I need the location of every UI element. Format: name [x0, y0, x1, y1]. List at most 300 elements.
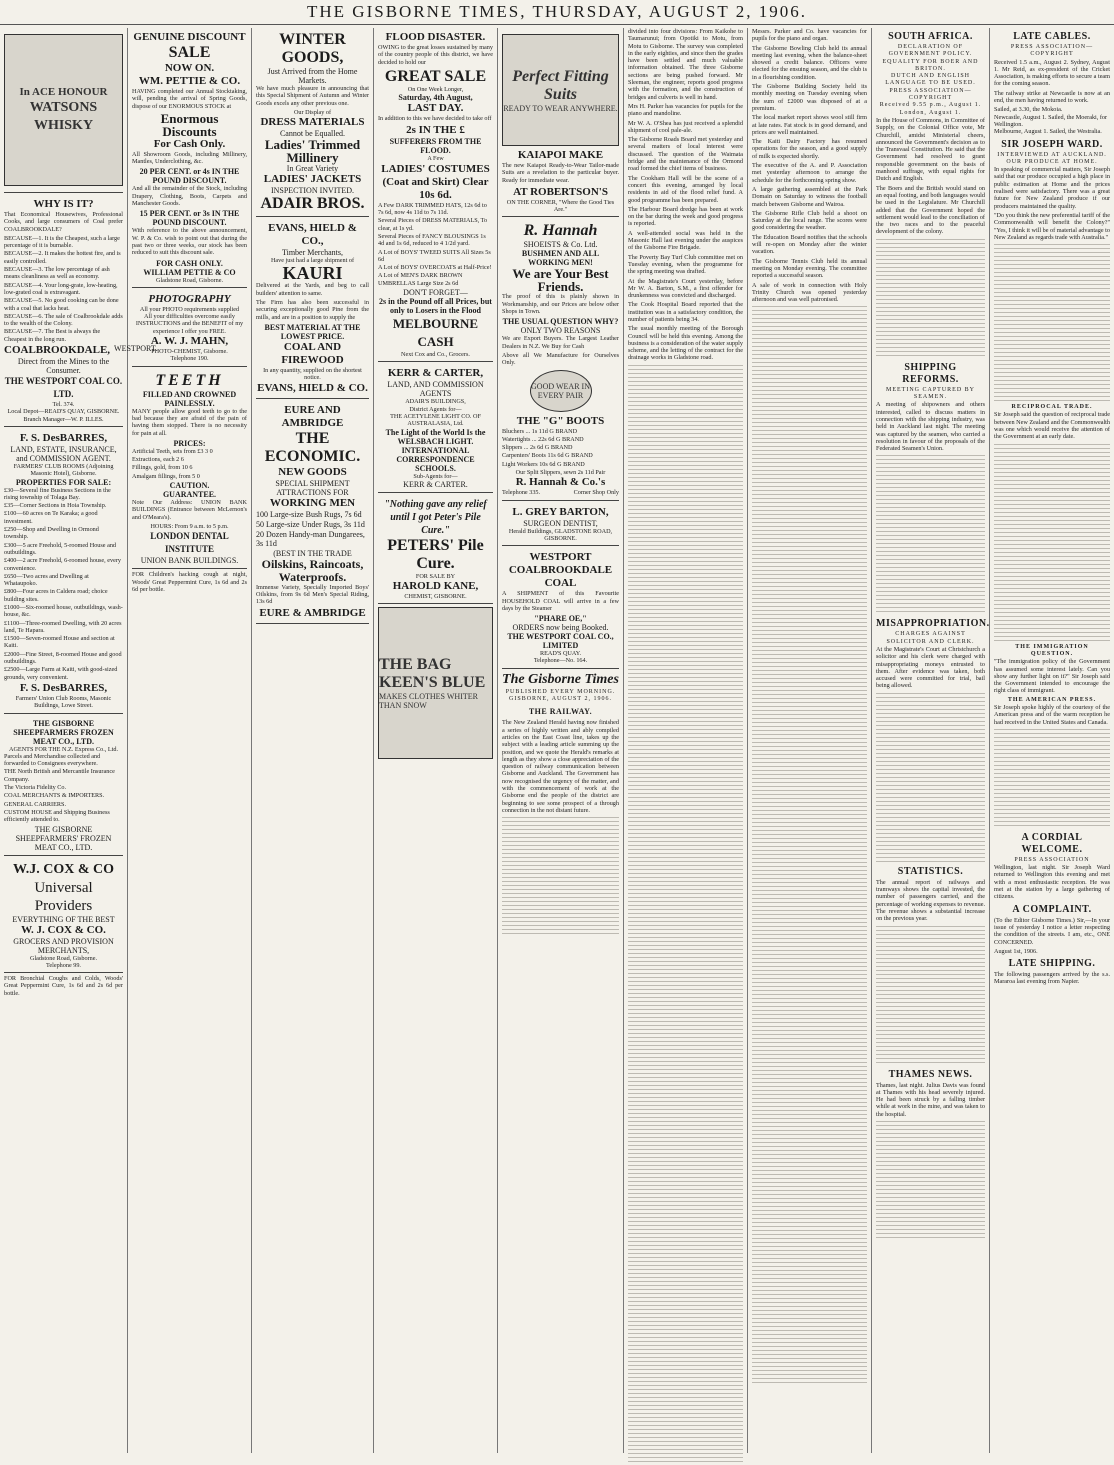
attractions: ATTRACTIONS FOR: [276, 487, 349, 497]
flood-sale-ad: [378, 28, 493, 362]
pettie-sale: SALE: [168, 44, 211, 61]
reasons: We are Export Buyers. The Largest Leather Dealers in N.Z. We Buy for Cash: [502, 335, 619, 350]
pettie-text: HAVING completed our Annual Stocktaking, will, pending the arrival of Spring Goods, dispose of our ENORMOUS STOCK at: [132, 88, 247, 110]
photo-line: All your difficulties overcome easily: [144, 313, 235, 321]
south-africa-heading: SOUTH AFRICA.: [888, 31, 973, 42]
property-item: £2500—Large Farm at Kaiti, with good-sized grounds, very convenient.: [4, 666, 118, 681]
statistics-heading: STATISTICS.: [897, 865, 964, 877]
text-continued: [752, 306, 867, 1386]
masthead: THE GISBORNE TIMES, THURSDAY, AUGUST 2, 1906.: [0, 0, 1114, 25]
rug-item: 50 Large-size Under Rugs, 3s 11d: [256, 519, 365, 529]
cables-heading: LATE CABLES.: [1013, 31, 1091, 42]
pettie-discount: 20 PER CENT. or 4s IN THE POUND DISCOUNT.: [139, 167, 240, 186]
hannah-boots-ad: [502, 219, 619, 500]
coal-reason: BECAUSE—5. No good cooking can be done with a coal that lacks heat.: [4, 297, 119, 312]
sheep-line: CUSTOM HOUSE and Shipping Business efficiently attended to.: [4, 808, 110, 824]
times-nameplate: The Gisborne Times: [502, 671, 619, 687]
sale-item: Several Pieces of DRESS MATERIALS, To clear, at 1s yd.: [378, 217, 488, 232]
sale-item: Several Pieces of FANCY BLOUSINGS 1s 4d and 1s 6d, reduced to 4 1/2d yard.: [378, 232, 486, 248]
pettie-stock: And all the remainder of the Stock, including Drapery, Clothing, Boots, Carpets and Manchester Goods.: [132, 185, 247, 208]
good-wear-text: GOOD WEAR IN EVERY PAIR: [531, 381, 590, 400]
text-continued: [502, 817, 619, 937]
watsons-whisky-ad: [4, 28, 123, 193]
column-4: [374, 28, 498, 1453]
sufferers: SUFFERERS FROM THE FLOOD.: [389, 137, 482, 156]
bushmen: BUSHMEN AND ALL WORKING MEN!: [521, 249, 600, 268]
photo-line: INSTRUCTIONS and the BENEFIT of my experience I offer you FREE.: [135, 320, 244, 335]
property-list: [4, 487, 123, 681]
fitting-sub: READY TO WEAR ANYWHERE.: [503, 103, 618, 113]
photo-line: All your PHOTO requirements supplied: [139, 305, 240, 313]
sheep-line: COAL MERCHANTS & IMPORTERS.: [4, 792, 105, 800]
whisky-banner: WATSONS WHISKY: [29, 99, 98, 133]
g-boot-item: Slippers ... 2s 6d G BRAND: [502, 444, 573, 452]
news-paragraph: The Harbour Board dredge has been at work on the bar during the week and good progress is reported.: [628, 205, 743, 228]
coalbrookdale-ad: [4, 195, 158, 427]
peters-quote: "Nothing gave any relief until I got Peter's Pile Cure.": [384, 498, 487, 536]
peters-chemist: CHEMIST, GISBORNE.: [404, 593, 467, 601]
agent-name: F. S. DesBARRES,: [19, 431, 108, 444]
kerr-name: KERR & CARTER,: [387, 367, 484, 380]
keens-blue-ad: [378, 607, 493, 759]
american-heading: THE AMERICAN PRESS.: [1007, 696, 1097, 703]
shipping-heading: SHIPPING REFORMS.: [902, 361, 959, 385]
agent-address: FARMERS' CLUB ROOMS (Adjoining Masonic Hotel), Gisborne.: [13, 462, 114, 478]
kerr-footer: KERR & CARTER.: [403, 479, 468, 489]
news-paragraph: The Gisborne Rifle Club held a shoot on Saturday at the local range. The scores were good considering the weather.: [752, 209, 867, 232]
agent-name-footer: F. S. DesBARRES,: [19, 681, 108, 694]
cox-trade: GROCERS AND PROVISION MERCHANTS,: [13, 936, 114, 955]
suits-illustration: [502, 34, 619, 146]
desbarres-ad: [4, 429, 123, 714]
eure-heading: EURE AND AMBRIDGE: [281, 403, 344, 429]
property-item: £30—Several fine Business Sections in the rising township of Tolaga Bay.: [4, 486, 111, 501]
hannah-sub: SHOEISTS & Co. Ltd.: [523, 240, 598, 250]
south-africa-sub: DECLARATION OF GOVERNMENT POLICY.: [888, 44, 973, 58]
sheepfarmers-ad: [4, 716, 123, 856]
news-paragraph: Mr W. A. O'Shea has just received a splendid shipment of cool pale-ale.: [628, 119, 743, 134]
costumes: LADIES' COSTUMES (Coat and Skirt) Clear 10s 6d.: [381, 162, 490, 201]
jackets: LADIES' JACKETS: [263, 173, 362, 186]
cox-name: W. J. COX & CO.: [21, 923, 106, 936]
dont-forget: DON'T FORGET—: [403, 288, 468, 298]
dont-forget-detail: 2s in the Pound off all Prices, but only to Losers in the Flood: [379, 297, 492, 316]
discount-body: In addition to this we have decided to take off: [378, 115, 492, 123]
kerr-sub: Sub-Agents for—: [413, 472, 458, 480]
one-week: On One Week Longer,: [407, 85, 464, 93]
railway-body: The New Zealand Herald having now finished a series of highly written and ably compiled articles on the East Coast line, takes up the subject with a leading article summing up the position, and we quote the Herald's remarks at length as they show a close appreciation of the question of railway communication between Gisborne and Auckland. The Government has now recognised the urgency of the matter, and with the commencement of work at the Gisborne end the people of the district are beginning to see some prospect of a through connection in the not distant future.: [502, 719, 619, 814]
kaiapoi-suits-ad: [502, 28, 619, 217]
complaint-body: (To the Editor Gisborne Times.) Sir,—In your issue of yesterday I notice a letter respecting the condition of the streets. I am, etc., ONE CONCERNED.: [994, 916, 1110, 946]
sailing-note: Sailed, at 3.30, the Mokoia.: [994, 106, 1063, 114]
g-boots-list: [502, 428, 619, 468]
reciprocal-heading: RECIPROCAL TRADE.: [1011, 404, 1093, 411]
keens-brand: THE BAG KEEN'S BLUE: [379, 656, 486, 692]
sheep-footer: THE GISBORNE SHEEPFARMERS' FROZEN MEAT CO., LTD.: [15, 824, 112, 852]
coal-reasons: [4, 235, 123, 343]
ward-sub: OUR PRODUCE AT HOME.: [1006, 158, 1098, 165]
news-paragraph: Mrs H. Parker has vacancies for pupils for the piano and mandoline.: [628, 102, 743, 118]
teeth-price: Extractions, each 2 6: [132, 456, 184, 464]
cox-tag: EVERYTHING OF THE BEST: [12, 914, 115, 924]
coal-depot: Local Depot—READ'S QUAY, GISBORNE.: [7, 408, 120, 416]
text-continued: [876, 239, 985, 359]
kerr-agency: THE ACETYLENE LIGHT CO. OF AUSTRALASIA, Ltd.: [390, 412, 481, 428]
property-heading: PROPERTIES FOR SALE:: [15, 477, 112, 487]
kerr-carter-ad: [378, 364, 493, 492]
reasons: Above all We Manufacture for Ourselves Only.: [502, 351, 619, 367]
hannah-address: Corner Shop Only: [573, 489, 619, 497]
coal-reason: BECAUSE—6. The sale of Coalbrookdale adds to the wealth of the Colony.: [4, 312, 123, 328]
winter-body: We have much pleasure in announcing that this Special Shipment of Autumn and Winter Goods excels any other previous one.: [256, 85, 369, 107]
shipping-body: A meeting of shipowners and others interested, called to discuss matters in connection with the shipping industry, was held in Auckland last night. The meeting was captured by the seamen, who carried a resolution in favour of the proposals of the Federated Seamen's Union.: [876, 401, 985, 453]
column-8: [872, 28, 990, 1453]
kauri-text: The Firm has also been successful in securing exceptionally good Pine from the mills, and are in a position to supply the: [256, 299, 369, 321]
kerr-trade: LAND, AND COMMISSION AGENTS: [387, 380, 484, 399]
g-boots: THE "G" BOOTS: [516, 414, 605, 427]
text-continued: [876, 926, 985, 1066]
pettie-ad: [132, 28, 247, 288]
steamer-name: "PHARE OE,": [534, 614, 587, 624]
column-2: [128, 28, 252, 1453]
american-body: Sir Joseph spoke highly of the courtesy of the American press and of the warm reception he had received in the United States and Canada.: [994, 703, 1110, 726]
south-africa-body: The Boers and the British would stand on an equal footing, and both languages would be used in the Legislature. Mr Churchill added that the Government hoped the settlement would lead to the conciliation of the two races and to the peaceful development of the colony.: [876, 184, 985, 236]
south-africa-sub: DUTCH AND ENGLISH LANGUAGE TO BE USED.: [885, 73, 976, 87]
adair-bros: ADAIR BROS.: [260, 195, 365, 213]
cables-body: The railway strike at Newcastle is now at an end, the men having returned to work.: [994, 89, 1110, 105]
news-paragraph: The local market report shows wool still firm at late rates. Fat stock is in good demand, and prices are well maintained.: [752, 114, 867, 136]
property-item: £35—Corner Sections in Hoia Township.: [4, 502, 107, 510]
coal-brand-place: WESTPORT.: [114, 344, 158, 354]
winter-body: Just Arrived from the Home Markets.: [267, 67, 358, 85]
coal-reason: BECAUSE—1. It is the Cheapest, such a large percentage of it is burnable.: [4, 234, 120, 250]
thames-heading: THAMES NEWS.: [888, 1068, 973, 1080]
news-paragraph: A well-attended social was held in the Masonic Hall last evening under the auspices of the Gisborne Fire Brigade.: [628, 229, 743, 252]
news-paragraph: The Poverty Bay Turf Club committee met on Tuesday evening, when the programme for the spring meeting was drafted.: [628, 253, 743, 276]
property-item: £250—Shop and Dwelling in Ormond township.: [4, 526, 99, 541]
sheep-list: [4, 753, 123, 824]
timber: Timber Merchants,: [281, 248, 344, 258]
text-continued: [628, 365, 743, 1465]
teeth-footer: UNION BANK BUILDINGS.: [140, 556, 239, 566]
proof: The proof of this is plainly shown in Workmanship, and our Prices are below other Shops in Town.: [502, 293, 619, 316]
robertson: AT ROBERTSON'S: [513, 185, 608, 198]
editorial: [502, 671, 619, 937]
westport-orders: ORDERS now being Booked.: [512, 623, 609, 633]
news-paragraph: The Cook Hospital Board reported that the institution was in a satisfactory condition, the number of patients being 34.: [628, 301, 743, 323]
teeth-body: MANY people allow good teeth to go to the bad because they are afraid of the pain of having them stopped. There is no necessity for pain at all.: [132, 407, 247, 437]
hannah-tel: Telephone 335.: [502, 489, 541, 497]
news-paragraph: A sale of work in connection with Holy Trinity Church was opened yesterday afternoon and was well patronised.: [752, 281, 867, 304]
coal-company: THE WESTPORT COAL CO. LTD.: [4, 376, 123, 400]
sale-items: [378, 202, 493, 287]
best-friends: We are Your Best Friends.: [512, 266, 609, 295]
column-3: [252, 28, 374, 1453]
barton-dentist-ad: [502, 503, 619, 547]
coal-firewood-sub: In any quantity, supplied on the shortest notice.: [263, 366, 362, 382]
teeth-price: Artificial Teeth, sets from £3 3 0: [132, 447, 213, 455]
news-paragraph: The Gisborne Tennis Club held its annual meeting on Monday evening. The committee reported a successful season.: [752, 257, 867, 280]
kauri-best: BEST MATERIAL AT THE LOWEST PRICE.: [264, 322, 361, 341]
news-paragraph: The executive of the A. and P. Association met yesterday afternoon to arrange the schedule for the forthcoming spring show.: [752, 162, 867, 184]
text-continued: [876, 693, 985, 863]
property-item: £650—Two acres and Dwelling at Whataupoko.: [4, 572, 89, 588]
working-men: WORKING MEN: [269, 496, 356, 509]
sheep-line: The Victoria Fidelity Co.: [4, 784, 67, 792]
agent-footer: Farmers' Union Club Rooms, Masonic Buildings, Lowe Street.: [15, 694, 112, 710]
pettie-cash: For Cash Only.: [153, 137, 226, 150]
cables-sub: PRESS ASSOCIATION—COPYRIGHT: [1010, 44, 1094, 58]
kerr-address: ADAIR'S BUILDINGS,: [405, 398, 466, 406]
economic-ad: [256, 401, 369, 625]
g-boot-item: Bluchers ... 1s 11d G BRAND: [502, 427, 578, 435]
ward-body: In speaking of commercial matters, Sir Joseph said that our produce occupied a high place in public estimation at Home and the prices realised were satisfactory. There was a great future for New Zealand produce if our producers maintained the quality.: [994, 166, 1110, 210]
rug-item: 100 Large-size Bush Rugs, 7s 6d: [256, 509, 362, 519]
coal-reason: BECAUSE—3. The low percentage of ash means cleanliness as well as economy.: [4, 266, 110, 281]
welcome-heading: A CORDIAL WELCOME.: [1021, 831, 1083, 855]
sheep-agents: AGENTS FOR THE N.Z. Express Co., Ltd.: [8, 745, 119, 753]
property-item: £300—5 acre Freehold, 5-roomed House and outbuildings.: [4, 541, 117, 556]
property-item: £100—60 acres on Te Karaka; a good investment.: [4, 510, 98, 525]
westport-quay: READ'S QUAY.: [540, 650, 581, 658]
question: THE USUAL QUESTION WHY?: [502, 317, 619, 327]
news-paragraph: The usual monthly meeting of the Borough Council will be held this evening. Among the business is a consideration of the water supply scheme, and the letting of the contract for the drainage works in Gladstone road.: [628, 325, 743, 362]
cough-notice: FOR Bronchial Coughs and Colds, Woods' Great Peppermint Cure, 1s 6d and 2s 6d per bottle.: [4, 975, 123, 997]
kaiapoi: KAIAPOI MAKE: [517, 149, 604, 161]
coal-firewood: COAL AND FIREWOOD: [281, 340, 344, 366]
barton-address: Herald Buildings, GLADSTONE ROAD, GISBORNE.: [508, 527, 613, 542]
millinery-sub: In Great Variety: [286, 164, 339, 174]
flood-body: OWING to the great losses sustained by many of the country people of this district, we have decided to hold our: [378, 44, 493, 66]
fitting-heading: Perfect Fitting Suits: [512, 67, 609, 103]
peters-brand: PETERS' Pile Cure.: [387, 536, 484, 572]
millinery: Ladies' Trimmed Millinery: [264, 137, 361, 166]
flood-heading: FLOOD DISASTER.: [385, 31, 486, 43]
pettie-name: WM. PETTIE & CO.: [138, 75, 241, 87]
teeth-footer: LONDON DENTAL INSTITUTE: [150, 531, 229, 555]
westport-tel: Telephone—No. 164.: [533, 657, 588, 665]
good-wear-badge: [530, 370, 592, 412]
column-6: [624, 28, 748, 1453]
news-paragraph: The Kaiti Dairy Factory has resumed operations for the season, and a good supply of milk is expected shortly.: [752, 138, 867, 160]
teeth-heading: TEETH: [155, 371, 224, 389]
rugs-list: [256, 510, 369, 548]
column-5: [498, 28, 624, 1453]
hannah-co: R. Hannah & Co.'s: [515, 476, 606, 489]
teeth-guarantee: GUARANTEE.: [162, 490, 217, 500]
ward-heading: SIR JOSEPH WARD.: [1001, 138, 1103, 150]
cox-tag: Providers: [34, 897, 93, 914]
kerr-light: The Light of the World Is the WELSBACH LIGHT.: [385, 427, 486, 446]
last-day: LAST DAY.: [407, 102, 464, 115]
kerr-district: District Agents for—: [409, 405, 462, 413]
photo-name: A. W. J. MAHN,: [150, 335, 229, 348]
misappropriation-sub: CHARGES AGAINST SOLICITOR AND CLERK.: [886, 631, 975, 645]
peters-sale: FOR SALE BY: [415, 572, 456, 580]
teeth-caution: CAUTION.: [169, 481, 210, 491]
late-shipping-heading: LATE SHIPPING.: [1008, 958, 1096, 970]
complaint-date: August 1st, 1906.: [994, 947, 1038, 955]
pettie-now: NOW ON.: [164, 62, 215, 74]
cables-body: Received 1.5 a.m., August 2. Sydney, August 1. Mr Reid, as ex-president of the Cricket Association, is making efforts to secure a team for the coming season.: [994, 58, 1110, 88]
pettie-body: With reference to the above announcement, W. P. & Co. wish to point out that during the past two or three weeks, our stock has been reduced to suit this discount sale.: [132, 227, 247, 257]
coal-reason: BECAUSE—2. It makes the hottest fire, and is easily controlled.: [4, 250, 121, 265]
misappropriation-body: At the Magistrate's Court at Christchurch a solicitor and his clerk were charged with misappropriating moneys entrusted to them. After evidence was taken, both accused were committed for trial, bail being allowed.: [876, 645, 985, 690]
complaint-heading: A COMPLAINT.: [1012, 903, 1092, 915]
pettie-stock: All Showroom Goods, including Millinery, Mantles, Underclothing, &c.: [132, 150, 247, 166]
pettie-cash-only: FOR CASH ONLY.: [156, 258, 223, 268]
g-boot-item: Carpenters' Boots 11s 6d G BRAND: [502, 452, 593, 460]
timber-text: Have just had a large shipment of: [270, 257, 355, 265]
westport-coal-ad: [502, 548, 619, 668]
g-boot-item: Watertights ... 22s 6d G BRAND: [502, 435, 584, 443]
property-item: £800—Four acres in Caldera road; choice building sites.: [4, 588, 108, 603]
south-africa-sub: EQUALITY FOR BOER AND BRITON.: [882, 58, 979, 72]
news-paragraph: The Gisborne Bowling Club held its annual meeting last evening, when the balance-sheet showed a credit balance. Officers were elected for the ensuing season, and the club is in a flourishing condition.: [752, 44, 867, 81]
news-paragraph: The Gisborne Roads Board met yesterday and several matters of local interest were discussed. The question of the Waimata bridge and the maintenance of the Ormond road formed the chief items of business.: [628, 136, 743, 173]
shipping-sub: MEETING CAPTURED BY SEAMEN.: [886, 386, 975, 401]
economic: THE ECONOMIC.: [264, 429, 361, 465]
news-paragraph: The Gisborne Building Society held its monthly meeting on Tuesday evening when the sum of £2000 was disposed of at a premium.: [752, 83, 867, 112]
westport-heading: WESTPORT COALBROOKDALE COAL: [508, 551, 613, 590]
sheep-heading: THE GISBORNE SHEEPFARMERS FROZEN MEAT CO., LTD.: [13, 718, 114, 746]
cox-ad: [4, 858, 123, 974]
kauri: KAURI: [282, 263, 343, 284]
melbourne-sub: Next Cox and Co., Grocers.: [401, 351, 470, 359]
sale-item: A Lot of MEN'S DARK BROWN UMBRELLAS Large Size 2s 6d: [378, 272, 463, 287]
whisky-illustration: [4, 34, 123, 186]
photo-tel: Telephone 190.: [170, 355, 209, 363]
property-item: £2000—Fine Street, 8-roomed House and good outbuildings.: [4, 650, 122, 666]
statistics-body: The annual report of railways and tramways shows the capital invested, the number of passengers carried, and the percentage of working expenses to revenue. The revenue shows a substantial increase on the previous year.: [876, 878, 985, 923]
sale-date: Saturday, 4th August,: [398, 93, 473, 103]
display-line: Our Display of: [293, 108, 332, 116]
dress-sub: Cannot be Equalled.: [279, 129, 346, 139]
g-boot-item: Light Workers 10s 6d G BRAND: [502, 460, 585, 468]
late-shipping-body: The following passengers arrived by the s.s. Mararoa last evening from Napier.: [994, 971, 1110, 986]
received-time: Received 9.55 p.m., August 1.: [879, 102, 982, 109]
whisky-tag: In ACE HONOUR: [19, 85, 108, 98]
great-sale: GREAT SALE: [384, 67, 487, 85]
inspection: INSPECTION INVITED.: [270, 186, 355, 196]
teeth-prices: PRICES:: [173, 438, 206, 448]
sheep-line: THE North British and Mercantile Insurance Company.: [4, 768, 115, 783]
coal-manager: Branch Manager—W. P. ILLES.: [23, 415, 104, 423]
pettie-lead: GENUINE DISCOUNT: [133, 31, 246, 43]
ward-sub: INTERVIEWED AT AUCKLAND.: [997, 151, 1107, 158]
discount: 2s IN THE £: [406, 124, 465, 137]
sale-item: A Lot of BOYS' TWEED SUITS All Sizes 5s 6d: [378, 248, 491, 263]
barton-trade: SURGEON DENTIST,: [523, 518, 598, 528]
winter-heading: WINTER GOODS,: [279, 31, 346, 66]
times-sub: PUBLISHED EVERY MORNING.: [505, 688, 616, 695]
text-continued: [994, 244, 1110, 404]
teeth-hours: HOURS: From 9 a.m. to 5 p.m.: [150, 522, 229, 530]
sale-item: A Lot of BOYS' OVERCOATS at Half-Price!: [378, 264, 492, 272]
south-africa-body: In the House of Commons, in Committee of Supply, on the Colonial Office vote, Mr Churchill, amidst Ministerial cheers, announced the Government's decision as to the Transvaal Constitution. He said that the Government had resolved to grant responsible government on the basis of manhood suffrage, with equal rights for Dutch and English.: [876, 116, 985, 183]
ward-body: "Do you think the new preferential tariff of the Commonwealth will benefit the Colony?" "Yes, I think it will be of material advantage to New Zealand as regards trade with Australia.": [994, 211, 1110, 241]
welcome-sub: PRESS ASSOCIATION: [1014, 856, 1090, 863]
text-continued: [994, 729, 1110, 829]
oilskins: Oilskins, Raincoats, Waterproofs.: [261, 556, 364, 584]
photo-trade: PHOTO-CHEMIST, Gisborne.: [151, 348, 228, 356]
evans-hield-ad: [256, 219, 369, 398]
misappropriation-heading: MISAPPROPRIATION.: [876, 618, 990, 630]
kaiapoi-body: The new Kaiapoi Ready-to-Wear Tailor-made Suits are a revelation to the particular buyer. Ready for immediate wear.: [502, 162, 619, 184]
teeth-price: Fillings, gold, from 10 6: [132, 464, 193, 472]
news-paragraph: The Cookham Hall will be the scene of a concert this evening, arranged by local residents in aid of the flood relief fund. A good programme has been prepared.: [628, 174, 743, 204]
welcome-body: Wellington, last night. Sir Joseph Ward returned to Wellington this evening and met with a most enthusiastic reception. He was met at the station by a large gathering of citizens.: [994, 864, 1110, 901]
news-paragraph: At the Magistrate's Court yesterday, before Mr W. A. Barton, S.M., a first offender for drunkenness was convicted and discharged.: [628, 277, 743, 300]
evans-name: EVANS, HIELD & CO.,: [268, 222, 357, 248]
melbourne-cash: MELBOURNE CASH: [392, 316, 479, 350]
coal-tel: Tel. 374.: [52, 401, 75, 409]
railway-heading: THE RAILWAY.: [528, 707, 593, 717]
reasons-heading: ONLY TWO REASONS: [520, 326, 601, 336]
kauri-text: Delivered at the Yards, and beg to call builders' attention to same.: [256, 282, 369, 297]
column-7: [748, 28, 872, 1453]
coal-mine: Direct from the Mines to the Consumer.: [17, 357, 110, 376]
immigration-heading: THE IMMIGRATION QUESTION.: [1015, 643, 1089, 657]
coal-intro: That Economical Housewives, Professional Cooks, and large consumers of Coal prefer COALBROOKDALE?: [4, 211, 123, 233]
robertson-sub: ON THE CORNER, "Where the Good Ties Are.": [506, 198, 615, 214]
property-item: £1500—Seven-roomed House and section at Kaiti.: [4, 635, 115, 650]
teeth-address: Note Our Address: UNION BANK BUILDINGS (Entrance between McLernon's and O'Meara's).: [132, 499, 247, 521]
peters-seller: HAROLD KANE,: [392, 580, 479, 593]
new-goods: NEW GOODS: [278, 465, 347, 478]
news-paragraph: divided into four divisions: From Kaikohe to Taumarunui; from Opotiki to Motu, from Motu to Gisborne. The survey was completed in the early eighties, and since then the grades have been settled and much valuable information obtained. The three Gisborne sections are being pushed forward. Mr Sleeman, the engineer, reports good progress with the formation, and the construction of bridges and culverts is well in hand.: [628, 28, 743, 101]
immigration-body: "The immigration policy of the Government has assumed some interest lately. Can you show any further light on it?" Sir Joseph said the Government intended to encourage the right class of immigrant.: [994, 658, 1110, 695]
property-item: £400—2 acre Freehold, 6-roomed house, every convenience.: [4, 557, 122, 572]
column-9: [990, 28, 1114, 1453]
text-continued: [876, 455, 985, 615]
winter-goods-ad: [256, 28, 369, 217]
keens-slogan: MAKES CLOTHES WHITER THAN SNOW: [379, 692, 478, 711]
pettie-big: Enormous Discounts: [160, 110, 219, 139]
sheep-line: Parcels and Merchandise collected and forwarded to Consignees everywhere.: [4, 752, 101, 768]
photo-heading: PHOTOGRAPHY: [148, 292, 231, 305]
cox-address: Gladstone Road, Gisborne.: [29, 954, 98, 962]
barton-name: L. GREY BARTON,: [512, 505, 609, 518]
cough-notice: FOR Children's hacking cough at night, Woods' Great Peppermint Cure, 1s 6d and 2s 6d per bottle.: [132, 571, 247, 593]
boys-oilskins: Immense Variety, Specially Imported Boys' Oilskins, from 9s 6d Men's Special Riding, 13s 6d: [256, 583, 369, 606]
westport-body: A SHIPMENT of this Favourite HOUSEHOLD COAL will arrive in a few days by the Steamer: [502, 590, 619, 612]
shipment: SPECIAL SHIPMENT: [275, 478, 350, 488]
photography-ad: [132, 290, 247, 367]
sale-item: A Few DARK TRIMMED HATS, 12s 6d to 7s 6d, now 4s 11d to 7s 11d.: [378, 201, 487, 217]
reciprocal-body: Sir Joseph said the question of reciprocal trade between New Zealand and the Commonwealth was one which would receive the attention of the Government at an early date.: [994, 411, 1110, 441]
pettie-footer-address: Gladstone Road, Gisborne.: [155, 276, 224, 284]
news-paragraph: A large gathering assembled at the Park Domain on Saturday to witness the football match between Gisborne and Wairoa.: [752, 185, 867, 208]
teeth-sub: FILLED AND CROWNED PAINLESSLY.: [142, 389, 237, 408]
eure-footer: EURE & AMBRIDGE: [259, 607, 366, 620]
sailing-note: Melbourne, August 1. Sailed, the Westralia.: [994, 128, 1102, 136]
coal-reason: BECAUSE—7. The Best is always the Cheapest in the long run.: [4, 328, 101, 343]
split-slippers: Our Split Slippers, sewn 2s 11d Pair: [515, 469, 606, 477]
dateline: London, August 1.: [899, 109, 962, 116]
coal-brand: COALBROOKDALE,: [4, 344, 111, 357]
times-date: GISBORNE, AUGUST 2, 1906.: [509, 696, 612, 703]
teeth-price: Amalgam fillings, from 5 0: [132, 472, 200, 480]
pettie-discount: 15 PER CENT. or 3s IN THE POUND DISCOUNT.: [139, 209, 240, 228]
evans-footer: EVANS, HIELD & CO.: [257, 381, 368, 394]
teeth-price-list: [132, 448, 247, 480]
best-in-trade: (BEST IN THE TRADE: [273, 548, 352, 558]
coal-question: WHY IS IT?: [33, 198, 94, 210]
coal-reason: BECAUSE—4. Your long-grate, low-heating, low-grated coal is extravagant.: [4, 281, 118, 296]
westport-company: THE WESTPORT COAL CO., LIMITED: [507, 632, 614, 651]
a-few: A Few: [427, 155, 444, 163]
